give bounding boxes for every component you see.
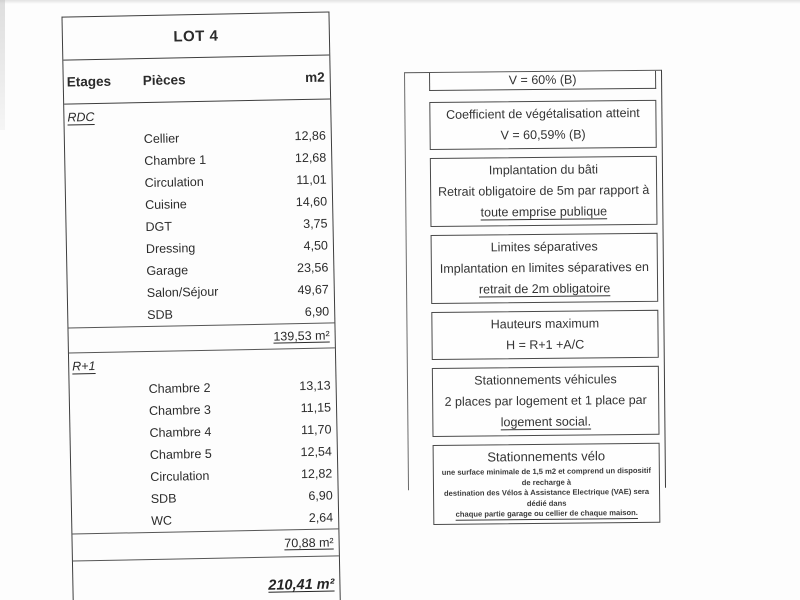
rules-panel [404,70,666,519]
room-name: SDB [147,307,174,323]
room-area: 23,56 [296,260,329,276]
column-header-m2: m2 [305,69,325,85]
rule-box-hauteurs-maximum [431,310,658,360]
rule-line: Retrait obligatoire de 5m par rapport à [437,182,650,199]
room-area: 14,60 [295,194,328,210]
floor-label-rdc: RDC [67,109,95,125]
room-name: Garage [146,263,189,279]
room-area: 4,50 [303,238,329,254]
room-name: Chambre 3 [148,402,212,419]
column-header-etages: Etages [66,73,112,90]
rule-small-line: destination des Vélos à Assistance Electrique (VAE) sera dédié dans [443,486,650,508]
rule-line: Implantation du bâti [488,162,599,178]
rule-title: Stationnements vélo [487,448,606,465]
rule-box-vegetalisation-atteint [429,100,656,150]
scan-left-smudge [0,0,5,130]
room-name: SDB [150,491,177,506]
table-title [63,12,330,60]
room-name: Circulation [144,174,204,191]
room-name: Chambre 2 [148,380,211,397]
rule-small-line: une surface minimale de 1,5 m2 et comprend un dispositif de recharge à [441,465,652,487]
room-area: 6,90 [304,304,330,319]
room-name: Cuisine [144,197,187,213]
subtotal-r1-value: 70,88 m² [284,535,334,551]
room-area: 12,54 [300,444,333,460]
room-name: Chambre 1 [144,152,207,169]
room-area: 49,67 [297,282,329,298]
lot-title-text: LOT 4 [173,27,219,45]
room-name: WC [151,513,173,528]
room-name: Circulation [150,468,210,484]
rule-box-stationnements-velo [433,443,661,525]
room-area: 11,70 [300,422,332,438]
room-area: 12,68 [294,150,327,166]
subtotal-rdc-value: 139,53 m² [273,328,330,344]
room-name: DGT [145,219,173,235]
rule-line: logement social. [500,414,592,430]
rule-line: Hauteurs maximum [490,316,600,332]
room-name: Cellier [143,131,180,147]
total-area-value: 210,41 m² [268,576,335,594]
rule-line: H = R+1 +A/C [505,337,585,353]
rule-line: toute emprise publique [480,204,608,220]
column-header-pieces: Pièces [142,72,186,89]
rule-box-stationnements-vehicules [432,366,660,437]
floor-label-r1: R+1 [72,359,96,374]
room-area: 11,15 [300,400,332,416]
room-area: 11,01 [296,172,327,188]
total-row [73,556,340,600]
rows-r1 [69,374,338,533]
room-name: Chambre 4 [149,424,212,441]
rule-box-limites-separatives [431,233,659,304]
rule-line: Stationnements véhicules [474,372,617,388]
room-name: Dressing [145,241,196,257]
rule-line: retrait de 2m obligatoire [478,281,611,297]
rows-rdc [65,124,335,327]
rule-line: Coefficient de végétalisation atteint [446,105,640,122]
room-area: 2,64 [308,510,334,525]
rule-small-line: chaque partie garage ou cellier de chaque maison. [455,508,638,519]
rule-line: Limites séparatives [490,239,598,255]
room-area: 12,82 [300,466,333,482]
rule-box-implantation-bati [430,156,658,227]
rule-line: V = 60% (B) [508,72,577,88]
room-area: 3,75 [303,216,328,232]
room-area: 13,13 [299,378,331,394]
table-header-row [63,55,330,104]
room-area: 6,90 [308,488,333,503]
surface-table [61,11,340,600]
rule-line: Implantation en limites séparatives en [439,259,650,276]
room-name: Salon/Séjour [146,284,219,301]
rule-line: 2 places par logement et 1 place par [444,392,647,409]
room-name: Chambre 5 [149,446,212,462]
scan-top-smudge [0,0,800,4]
rule-box-vegetalisation-requise [429,71,656,91]
room-area: 12,86 [294,128,326,144]
rule-line: V = 60,59% (B) [500,127,586,143]
